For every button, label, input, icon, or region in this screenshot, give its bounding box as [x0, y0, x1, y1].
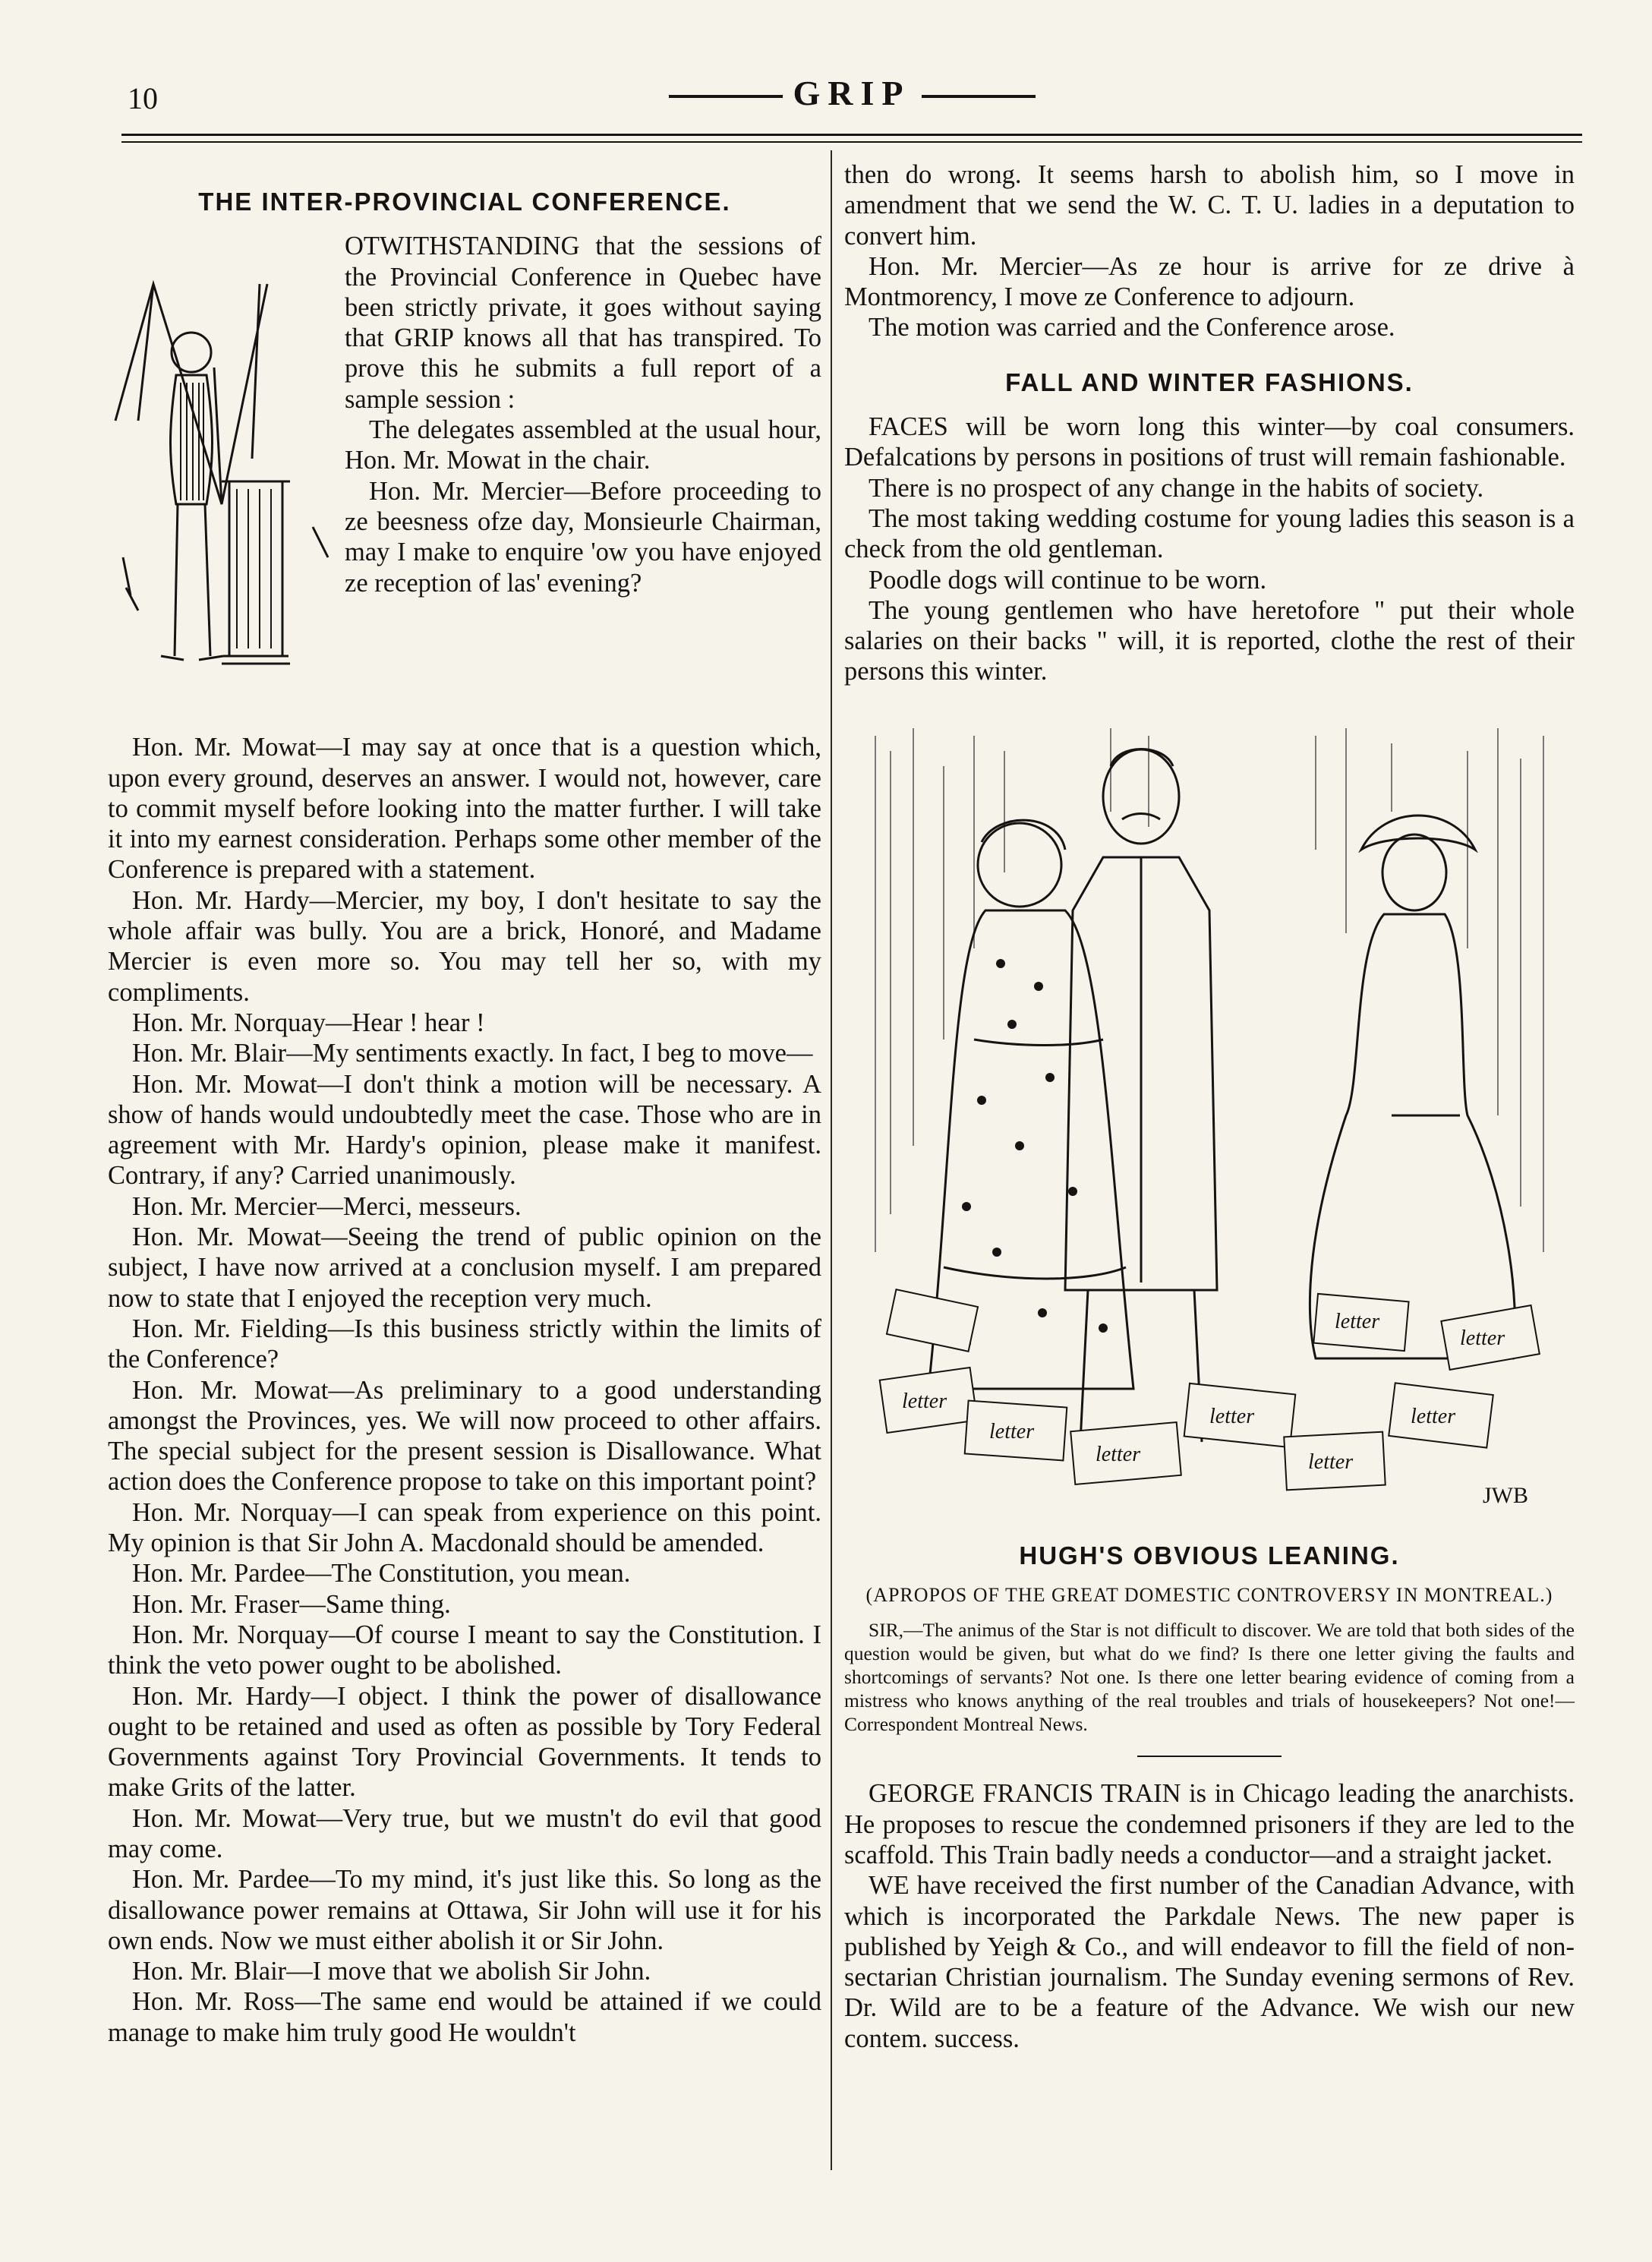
conference-paragraph: Hon. Mr. Fielding—Is this business strictly within the limits of the Conference?	[108, 1314, 821, 1374]
page-number: 10	[128, 81, 158, 115]
cartoon-caption-text: SIR,—The animus of the Star is not difficult to discover. We are told that both sides of the question would be given, but what do we find? Is there one letter giving the faults and shortcomings of servants? Not one. Is there one letter bearing evidence of coming from a mistress who knows anything of the real troubles and trials of housekeepers? Not one!—Correspondent Montreal News.	[844, 1619, 1575, 1736]
conference-paragraph: Hon. Mr. Fraser—Same thing.	[132, 1589, 451, 1619]
conference-paragraph: Hon. Mr. Ross—The same end would be attained if we could manage to make him truly good He wouldn't	[108, 1987, 821, 2047]
conference-paragraph: Hon. Mr. Mercier—Merci, messeurs.	[132, 1191, 522, 1221]
conference-paragraph: Hon. Mr. Mowat—As preliminary to a good understanding amongst the Provinces, yes. We will now proceed to other affairs. The special subject for the present session is Disallowance. What action does the Conference propose to take on this important point?	[108, 1375, 821, 1497]
fashions-paragraph: FACES will be worn long this winter—by coal consumers. Defalcations by persons in positions of trust will remain fashionable.	[844, 412, 1575, 472]
conference-paragraph: Hon. Mr. Norquay—Of course I meant to say the Constitution. I think the veto power ought to be abolished.	[108, 1620, 821, 1680]
conference-continuation: then do wrong. It seems harsh to abolish him, so I move in amendment that we send the W. C. T. U. ladies in a deputation to convert him.	[844, 160, 1575, 251]
column-divider	[831, 150, 832, 2170]
conference-intro-text	[345, 231, 821, 598]
fashions-headline: FALL AND WINTER FASHIONS.	[1005, 368, 1414, 396]
conference-paragraph: Hon. Mr. Mowat—I don't think a motion will be necessary. A show of hands would undoubtedly meet the case. Those who are in agreement with Mr. Hardy's opinion, please make it manifest. Contrary, if any? Carried unanimously.	[108, 1069, 821, 1191]
conference-paragraph: Hon. Mr. Mowat—Seeing the trend of public opinion on the subject, I have now arrived at a conclusion myself. I am prepared now to state that I enjoyed the reception very much.	[108, 1222, 821, 1313]
conference-headline: THE INTER-PROVINCIAL CONFERENCE.	[198, 188, 731, 216]
header-rule-thin	[121, 141, 1582, 143]
cartoon-caption	[844, 1618, 1575, 1736]
cartoon-letter-label: letter	[1096, 1442, 1141, 1466]
conference-intro-paragraph: Hon. Mr. Mercier—Before proceeding to ze beesness ofze day, Monsieurle Chairman, may I make to enquire 'ow you have enjoyed ze reception of las' evening?	[345, 476, 821, 598]
cartoon-letter-label: letter	[902, 1389, 947, 1413]
cartoon-letter-label: letter	[1460, 1326, 1505, 1350]
cartoon-letter-label: letter	[1411, 1404, 1456, 1428]
conference-paragraph: Hon. Mr. Hardy—Mercier, my boy, I don't hesitate to say the whole affair was bully. You are a brick, Honoré, and Madame Mercier is even more so. You may tell her so, with my compliments.	[108, 885, 821, 1007]
conference-continuation: The motion was carried and the Conference arose.	[869, 313, 1395, 342]
conference-paragraph: Hon. Mr. Mowat—Very true, but we mustn't do evil that good may come.	[108, 1803, 821, 1863]
masthead	[121, 73, 1582, 113]
fashions-paragraph: Poodle dogs will continue to be worn.	[869, 565, 1267, 595]
cartoon-letter-label: letter	[989, 1419, 1035, 1443]
conference-intro-paragraph: OTWITHSTANDING that the sessions of the Provincial Conference in Quebec have been strictly private, it goes without saying that GRIP knows all that has transpired. To prove this he submits a full report of a sample session :	[345, 232, 821, 414]
fashions-paragraph: The most taking wedding costume for young ladies this season is a check from the old gentleman.	[844, 503, 1575, 564]
conference-paragraph: Hon. Mr. Pardee—To my mind, it's just like this. So long as the disallowance power remains at Ottawa, Sir John will use it for his own ends. Now we must either abolish it or Sir John.	[108, 1865, 821, 1955]
cartoon-illustration	[860, 721, 1559, 1518]
cartoon-letter-label: letter	[1308, 1450, 1354, 1474]
masthead-rule-right	[922, 95, 1036, 98]
conference-continuation: Hon. Mr. Mercier—As ze hour is arrive for ze drive à Montmorency, I move ze Conference to adjourn.	[844, 251, 1575, 312]
brief-paragraph: WE have received the first number of the Canadian Advance, with which is incorporated the Parkdale News. The new paper is published by Yeigh & Co., and will endeavor to fill the field of non-sectarian Christian journalism. The Sunday evening sermons of Rev. Dr. Wild are to be a feature of the Advance. We wish our new contem. success.	[844, 1871, 1575, 2053]
conference-paragraph: Hon. Mr. Hardy—I object. I think the power of disallowance ought to be retained and used as often as possible by Tory Federal Governments against Tory Provincial Governments. It tends to make Grits of the latter.	[108, 1681, 821, 1803]
fashions-paragraph: The young gentlemen who have heretofore " put their whole salaries on their backs " will, it is reported, clothe the rest of their persons this winter.	[844, 595, 1575, 686]
conference-paragraph: Hon. Mr. Mowat—I may say at once that is a question which, upon every ground, deserves an answer. I would not, however, care to commit myself before looking into the matter further. I will take it into my earnest consideration. Perhaps some other member of the Conference is prepared with a statement.	[108, 733, 821, 885]
cartoon-subtitle: (APROPOS OF THE GREAT DOMESTIC CONTROVERSY IN MONTREAL.)	[865, 1584, 1553, 1607]
cartoon-letter-label: letter	[1209, 1404, 1255, 1428]
section-rule	[1137, 1756, 1282, 1757]
masthead-rule-left	[669, 95, 783, 98]
conference-paragraph: Hon. Mr. Norquay—Hear ! hear !	[132, 1008, 485, 1037]
conference-paragraph: Hon. Mr. Norquay—I can speak from experience on this point. My opinion is that Sir John A. Macdonald should be amended.	[108, 1497, 821, 1558]
cartoon-letter-label: letter	[1335, 1309, 1380, 1333]
conference-paragraph: Hon. Mr. Blair—I move that we abolish Sir John.	[132, 1957, 651, 1986]
page-header	[121, 73, 1582, 126]
dropcap-n-figure	[108, 231, 343, 732]
conference-intro	[108, 231, 821, 732]
cartoon-signature: JWB	[1483, 1482, 1528, 1508]
cartoon-title: HUGH'S OBVIOUS LEANING.	[1019, 1541, 1400, 1570]
conference-paragraph: Hon. Mr. Pardee—The Constitution, you mean.	[132, 1559, 631, 1588]
header-rule	[121, 134, 1582, 136]
conference-intro-paragraph: The delegates assembled at the usual hour, Hon. Mr. Mowat in the chair.	[345, 415, 821, 475]
fashions-paragraph: There is no prospect of any change in the habits of society.	[869, 473, 1484, 503]
brief-paragraph: GEORGE FRANCIS TRAIN is in Chicago leading the anarchists. He proposes to rescue the condemned prisoners if they are led to the scaffold. This Train badly needs a conductor—and a straight jacket.	[844, 1779, 1575, 1869]
right-column	[844, 159, 1575, 2054]
left-column	[108, 159, 821, 2048]
masthead-title: GRIP	[793, 74, 911, 112]
conference-paragraph: Hon. Mr. Blair—My sentiments exactly. In fact, I beg to move—	[132, 1039, 813, 1068]
